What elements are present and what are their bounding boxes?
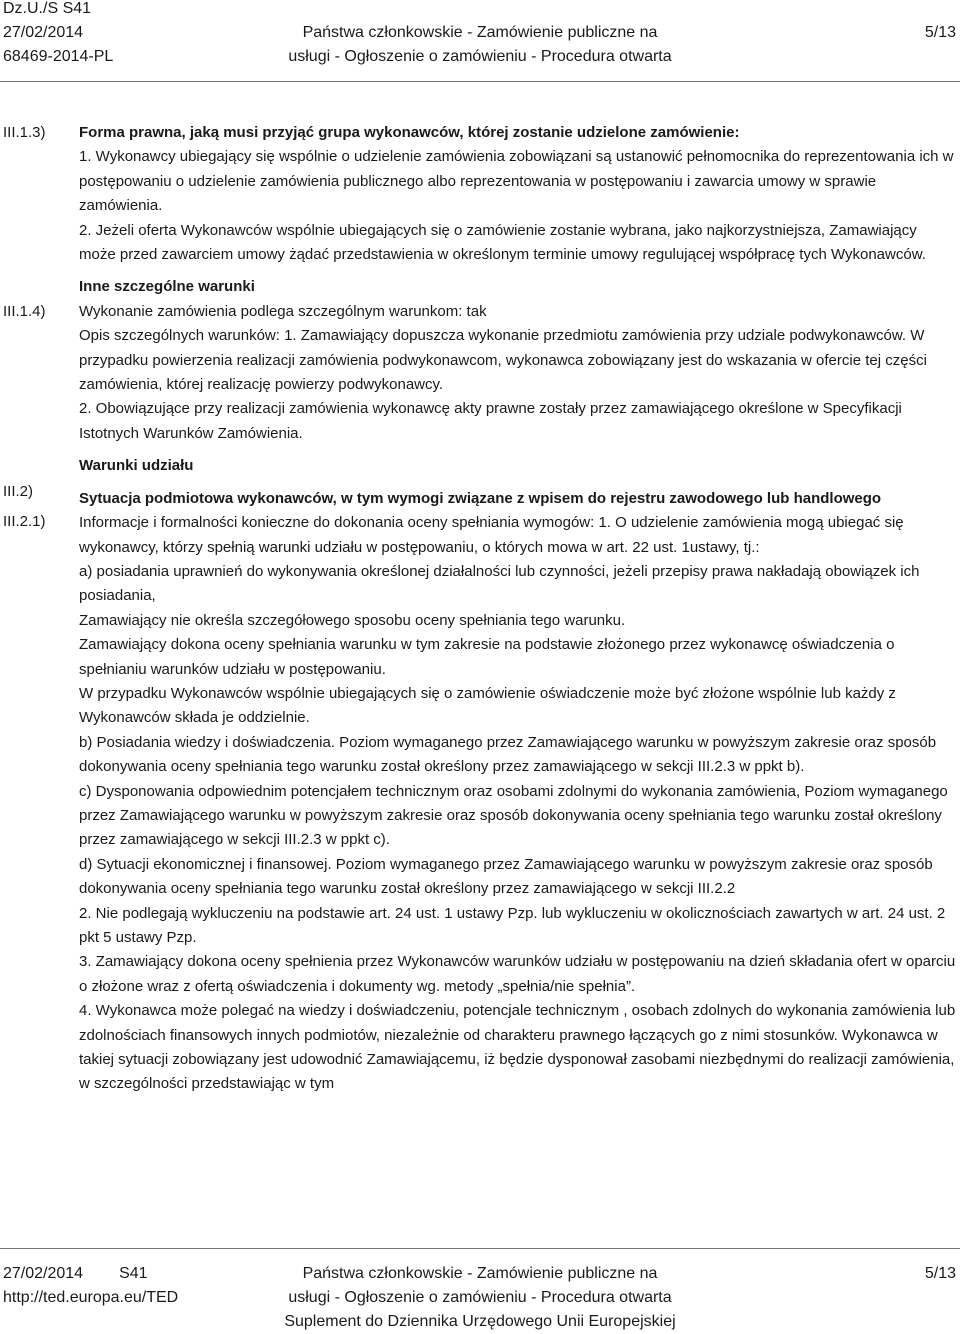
footer-title-line2: usługi - Ogłoszenie o zamówieniu - Procedura otwarta	[288, 1289, 672, 1306]
header-title-line2: usługi - Ogłoszenie o zamówieniu - Procedura otwarta	[288, 48, 672, 65]
section-number-3-2-1: III.2.1)	[3, 513, 46, 530]
footer-url: http://ted.europa.eu/TED	[3, 1289, 179, 1306]
paragraph: 2. Obowiązujące przy realizacji zamówienia wykonawcę akty prawne zostały przez zamawiającego określone w Specyfikacji Istotnych Warunków Zamówienia.	[79, 400, 902, 442]
section-title-special-conditions: Inne szczególne warunki	[79, 278, 255, 296]
spacer	[79, 267, 957, 275]
spacer	[79, 479, 957, 487]
footer-title-line1: Państwa członkowskie - Zamówienie publiczne na	[302, 1265, 658, 1282]
paragraph: a) posiadania uprawnień do wykonywania określonej działalności lub czynności, jeżeli przepisy prawa nakładają obowiązek ich posiadania,	[79, 562, 920, 605]
paragraph: d) Sytuacji ekonomicznej i finansowej. Poziom wymaganego przez Zamawiającego warunku w powyższym zakresie oraz sposób dokonywania oceny spełniania tego warunku został określony przez zamawiającego w sekcji III.2.2	[79, 855, 933, 898]
page-header	[0, 0, 960, 70]
header-divider	[0, 81, 960, 82]
footer-journal: S41	[119, 1265, 148, 1282]
section-number-3-2: III.2)	[3, 483, 34, 500]
footer-title	[0, 1262, 960, 1334]
footer-title-line3: Suplement do Dziennika Urzędowego Unii Europejskiej	[284, 1313, 676, 1330]
header-title	[0, 21, 960, 69]
footer-divider	[0, 1248, 960, 1249]
paragraph: Opis szczególnych warunków: 1. Zamawiający dopuszcza wykonanie przedmiotu zamówienia przy udziale podwykonawców. W przypadku powierzenia realizacji zamówienia podwykonawcom, wykonawca zobowiązany jest do wskazania w ofercie tej części zamówienia, której realizację powierzy podwykonawcy.	[79, 327, 927, 394]
header-date: 27/02/2014	[3, 24, 84, 41]
section-title-personal-situation: Sytuacja podmiotowa wykonawców, w tym wymogi związane z wpisem do rejestru zawodowego lub handlowego	[79, 489, 882, 507]
paragraph: Zamawiający nie określa szczegółowego sposobu oceny spełniania tego warunku.	[79, 611, 626, 629]
paragraph: Informacje i formalności konieczne do dokonania oceny spełniania wymogów: 1. O udzielenie zamówienia mogą ubiegać się wykonawcy, którzy spełnią warunki udziału w postępowaniu, o których mowa w art. 22 ust. 1ustawy, tj.:	[79, 514, 904, 556]
paragraph: Wykonanie zamówienia podlega szczególnym warunkom: tak	[79, 302, 487, 320]
document-body	[79, 121, 957, 1097]
header-title-line1: Państwa członkowskie - Zamówienie publiczne na	[302, 24, 658, 41]
paragraph: 3. Zamawiający dokona oceny spełnienia przez Wykonawców warunków udziału w postępowaniu na dzień składania ofert w oparciu o złożone wraz z ofertą oświadczenia i dokumenty wg. metody „spełnia/nie spełnia”.	[79, 953, 956, 995]
paragraph: W przypadku Wykonawców wspólnie ubiegających się o zamówienie oświadczenie może być złożone wspólnie lub każdy z Wykonawców składa je oddzielnie.	[79, 684, 896, 727]
paragraph: 1. Wykonawcy ubiegający się wspólnie o udzielenie zamówienia zobowiązani są ustanowić pełnomocnika do reprezentowania ich w postępowaniu o udzielenie zamówienia publicznego albo reprezentowania w postępowaniu i zawarcia umowy w sprawie zamówienia.	[79, 148, 954, 215]
paragraph: b) Posiadania wiedzy i doświadczenia. Poziom wymaganego przez Zamawiającego warunku w powyższym zakresie oraz sposób dokonywania oceny spełniania tego warunku został określony przez zamawiającego w sekcji III.2.3 w ppkt b).	[79, 733, 937, 776]
spacer	[79, 446, 957, 454]
section-number-3-1-4: III.1.4)	[3, 303, 46, 320]
paragraph: c) Dysponowania odpowiednim potencjałem technicznym oraz osobami zdolnymi do wykonania zamówienia, Poziom wymaganego przez Zamawiającego warunku w powyższym zakresie oraz sposób dokonywania oceny spełniania tego warunku został określony przez zamawiającego w sekcji III.2.3 w ppkt c).	[79, 782, 948, 849]
header-journal: Dz.U./S S41	[3, 0, 92, 17]
paragraph: 4. Wykonawca może polegać na wiedzy i doświadczeniu, potencjale technicznym , osobach zdolnych do wykonania zamówienia lub zdolnościach finansowych innych podmiotów, niezależnie od charakteru prawnego łączących go z nimi stosunków. Wykonawca w takiej sytuacji zobowiązany jest udowodnić Zamawiającemu, iż będzie dysponował zasobami niezbędnymi do realizacji zamówienia, w szczególności przedstawiając w tym	[79, 1002, 956, 1093]
footer-date: 27/02/2014	[3, 1265, 84, 1282]
header-page-number: 5/13	[924, 24, 956, 41]
section-number-3-1-3: III.1.3)	[3, 124, 46, 141]
section-title-participation-conditions: Warunki udziału	[79, 457, 194, 475]
paragraph: 2. Jeżeli oferta Wykonawców wspólnie ubiegających się o zamówienie zostanie wybrana, jako najkorzystniejsza, Zamawiający może przed zawarciem umowy żądać przedstawienia w określonym terminie umowy regulującej współpracę tych Wykonawców.	[79, 221, 926, 264]
footer-page-number: 5/13	[924, 1265, 956, 1282]
section-title-legal-form: Forma prawna, jaką musi przyjąć grupa wykonawców, której zostanie udzielone zamówienie:	[79, 124, 740, 141]
paragraph: Zamawiający dokona oceny spełniania warunku w tym zakresie na podstawie złożonego przez wykonawcę oświadczenia o spełnianiu warunków udziału w postępowaniu.	[79, 636, 895, 678]
paragraph: 2. Nie podlegają wykluczeniu na podstawie art. 24 ust. 1 ustawy Pzp. lub wykluczeniu w okolicznościach zawartych w art. 24 ust. 2 pkt 5 ustawy Pzp.	[79, 904, 946, 946]
page-footer	[0, 1262, 960, 1334]
header-reference: 68469-2014-PL	[3, 48, 114, 65]
